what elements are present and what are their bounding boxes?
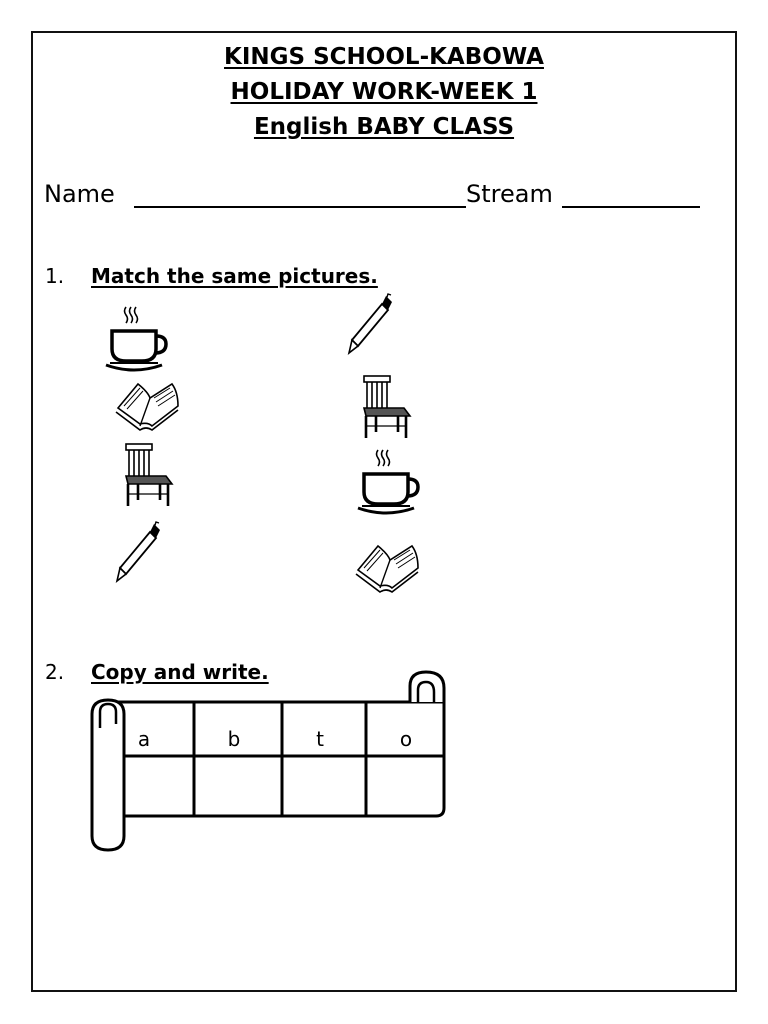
- question-1: [45, 264, 445, 294]
- stream-field[interactable]: [562, 206, 700, 208]
- book-icon[interactable]: [114, 378, 180, 434]
- pen-icon[interactable]: [346, 292, 396, 358]
- question-2-instruction: Copy and write.: [91, 660, 269, 684]
- cup-icon[interactable]: [356, 448, 422, 516]
- question-1-number: 1.: [45, 264, 65, 288]
- chair-icon[interactable]: [358, 372, 414, 442]
- name-field[interactable]: [134, 206, 466, 208]
- question-1-instruction: Match the same pictures.: [91, 264, 378, 288]
- name-stream-row: [44, 180, 704, 214]
- letter-cell: a: [137, 727, 151, 751]
- question-2-number: 2.: [45, 660, 65, 684]
- holiday-work-title: HOLIDAY WORK-WEEK 1: [230, 79, 538, 105]
- book-icon[interactable]: [354, 540, 420, 596]
- letter-cell: b: [227, 727, 241, 751]
- letter-cell: o: [399, 727, 413, 751]
- school-title: KINGS SCHOOL-KABOWA: [224, 44, 544, 70]
- letter-cell: t: [316, 727, 324, 751]
- cup-icon[interactable]: [104, 305, 170, 373]
- name-label: Name: [44, 180, 115, 208]
- pen-icon[interactable]: [114, 520, 164, 586]
- worksheet-header: [0, 40, 768, 145]
- stream-label: Stream: [466, 180, 553, 208]
- write-cell[interactable]: [284, 758, 364, 814]
- write-cell[interactable]: [368, 758, 442, 814]
- write-cell[interactable]: [126, 758, 194, 814]
- subject-title: English BABY CLASS: [253, 114, 515, 140]
- write-cell[interactable]: [196, 758, 280, 814]
- chair-icon[interactable]: [120, 440, 176, 510]
